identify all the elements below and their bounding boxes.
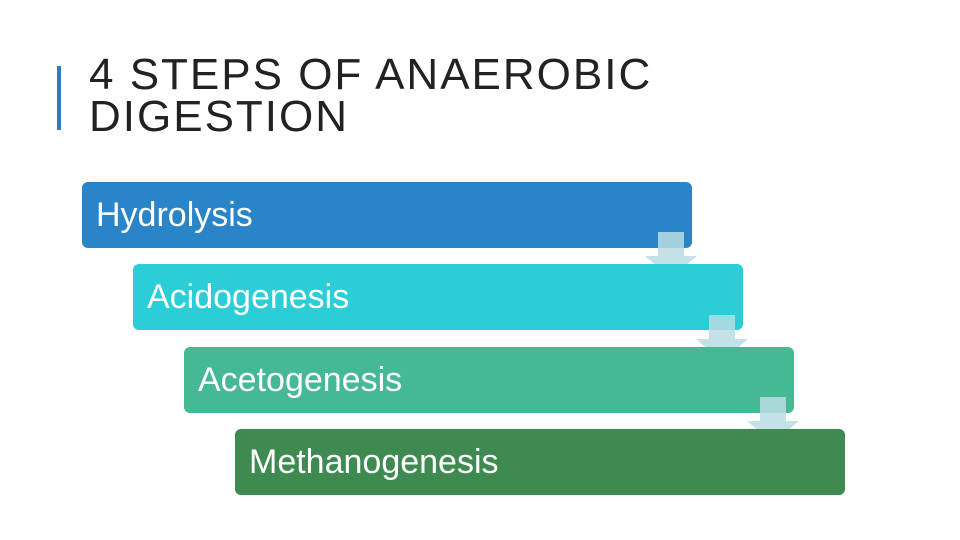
slide-title: 4 STEPS OF ANAEROBIC DIGESTION xyxy=(89,50,653,141)
step-label: Acetogenesis xyxy=(198,360,403,399)
step-methanogenesis xyxy=(235,429,845,495)
step-label: Acidogenesis xyxy=(147,277,350,316)
step-acetogenesis xyxy=(184,347,794,413)
step-label: Hydrolysis xyxy=(96,195,253,234)
title-accent-bar xyxy=(57,66,61,130)
step-label: Methanogenesis xyxy=(249,442,499,481)
step-acidogenesis xyxy=(133,264,743,330)
step-hydrolysis xyxy=(82,182,692,248)
